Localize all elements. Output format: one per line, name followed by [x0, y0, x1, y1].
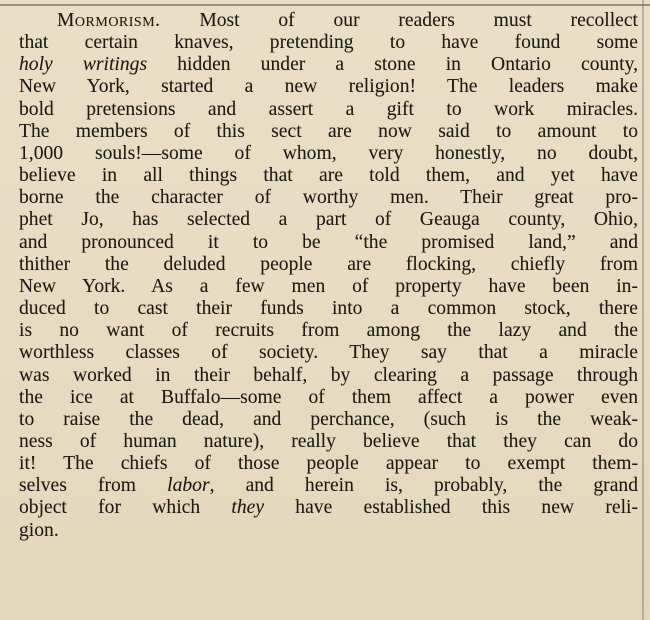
text-segment: to raise the dead, and perchance, (such is the weak-	[19, 408, 638, 430]
text-line	[19, 497, 638, 519]
text-line	[19, 209, 638, 231]
article-body	[19, 10, 638, 542]
text-segment: gion.	[19, 519, 59, 541]
text-segment: New York, started a new religion! The leaders make	[19, 76, 638, 98]
text-line	[19, 254, 638, 276]
text-segment: was worked in their behalf, by clearing a passage through	[19, 364, 638, 386]
text-line	[19, 99, 638, 121]
text-line	[19, 387, 638, 409]
text-segment: borne the character of worthy men. Their great pro-	[19, 187, 638, 209]
text-line	[19, 10, 638, 32]
italic-text: holy writings	[19, 54, 148, 76]
text-segment: believe in all things that are told them, and yet have	[19, 165, 638, 187]
text-segment: thither the deluded people are flocking, chiefly from	[19, 253, 638, 275]
italic-text: labor	[167, 475, 210, 497]
text-line	[19, 276, 638, 298]
text-segment: and pronounced it to be “the promised land,” and	[19, 231, 638, 253]
text-segment: object for which	[19, 497, 232, 519]
text-segment: hidden under a stone in Ontario county,	[147, 54, 638, 76]
text-line	[19, 475, 638, 497]
text-segment: that certain knaves, pretending to have found some	[19, 32, 638, 54]
text-segment: Most of our readers must recollect	[160, 10, 638, 31]
text-line	[19, 520, 638, 542]
text-line	[19, 232, 638, 254]
text-line	[19, 143, 638, 165]
text-line	[19, 320, 638, 342]
text-line	[19, 187, 638, 209]
text-line	[19, 76, 638, 98]
column-rule	[642, 0, 644, 620]
text-segment: the ice at Buffalo—some of them affect a power even	[19, 386, 638, 408]
text-line	[19, 409, 638, 431]
text-line	[19, 342, 638, 364]
text-segment: have established this new reli-	[264, 497, 638, 519]
text-segment: ness of human nature), really believe that they can do	[19, 430, 638, 452]
text-line	[19, 298, 638, 320]
text-line	[19, 165, 638, 187]
text-segment: bold pretensions and assert a gift to work miracles.	[19, 98, 638, 120]
text-line	[19, 365, 638, 387]
text-segment: duced to cast their funds into a common stock, there	[19, 298, 638, 320]
text-segment: phet Jo, has selected a part of Geauga county, Ohio,	[19, 209, 638, 231]
text-line	[19, 431, 638, 453]
text-segment: is no want of recruits from among the lazy and the	[19, 320, 638, 342]
top-rule	[0, 4, 650, 6]
text-line	[19, 54, 638, 76]
article-title: Mormorism.	[57, 10, 161, 31]
text-segment: , and herein is, probably, the grand	[209, 475, 638, 497]
text-segment: it! The chiefs of those people appear to exempt them-	[19, 453, 638, 475]
text-line	[19, 453, 638, 475]
text-segment: The members of this sect are now said to amount to	[19, 120, 638, 142]
text-segment: 1,000 souls!—some of whom, very honestly, no doubt,	[19, 142, 638, 164]
italic-text: they	[231, 497, 265, 519]
text-segment: worthless classes of society. They say that a miracle	[19, 342, 638, 364]
text-segment: selves from	[19, 475, 168, 497]
text-segment: New York. As a few men of property have been in-	[19, 275, 638, 297]
text-line	[19, 121, 638, 143]
text-line	[19, 32, 638, 54]
